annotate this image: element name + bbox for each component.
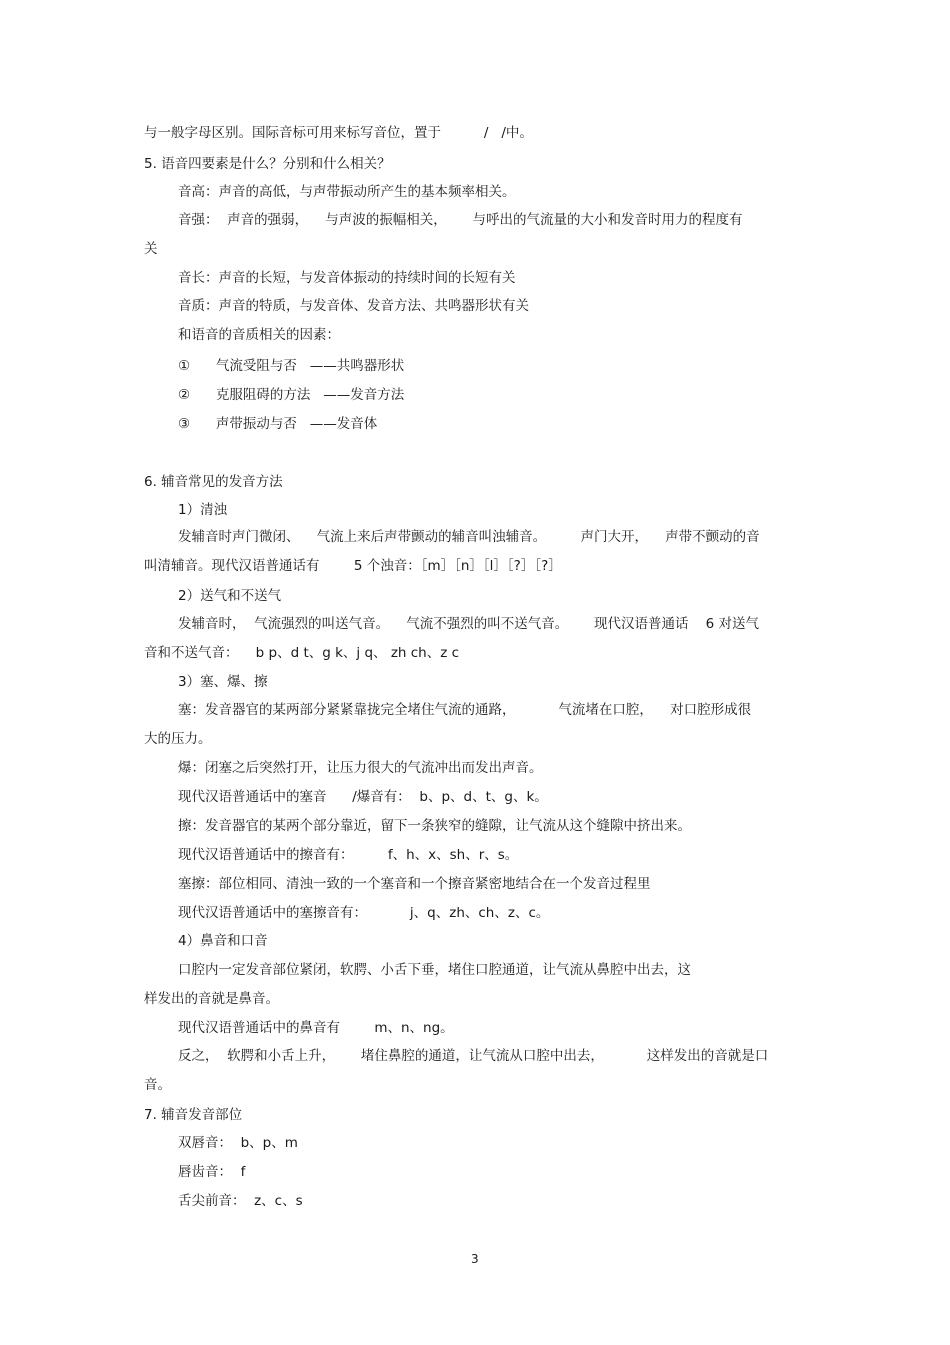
- text-line: 大的压力。: [144, 731, 212, 747]
- text-line: 音强： 声音的强弱， 与声波的振幅相关， 与呼出的气流量的大小和发音时用力的程度有: [178, 212, 743, 228]
- section-heading-5: 5. 语音四要素是什么？分别和什么相关？: [144, 156, 391, 172]
- text-line: 和语音的音质相关的因素：: [178, 327, 340, 343]
- text-line: 与一般字母区别。国际音标可用来标写音位，置于 / /中。: [144, 125, 533, 141]
- text-line: 现代汉语普通话中的擦音有： f、h、x、sh、r、s。: [178, 847, 519, 863]
- text-line: 唇齿音： f: [178, 1164, 246, 1180]
- list-item: ① 气流受阻与否 ——共鸣器形状: [178, 358, 405, 374]
- text-line: 双唇音： b、p、m: [178, 1135, 298, 1151]
- text-line: 样发出的音就是鼻音。: [144, 991, 279, 1007]
- text-line: 现代汉语普通话中的塞音 /爆音有： b、p、d、t、g、k。: [178, 789, 548, 805]
- text-line: 反之， 软腭和小舌上升， 堵住鼻腔的通道，让气流从口腔中出去， 这样发出的音就是口: [178, 1048, 769, 1064]
- section-heading-7: 7. 辅音发音部位: [144, 1107, 243, 1123]
- text-line: 音和不送气音： b p、d t、g k、j q、 zh ch、z c: [144, 645, 460, 661]
- page-number: 3: [471, 1252, 479, 1266]
- text-line: 现代汉语普通话中的鼻音有 m、n、ng。: [178, 1020, 454, 1036]
- subheading: 1）清浊: [178, 502, 228, 518]
- text-line: 现代汉语普通话中的塞擦音有： j、q、zh、ch、z、c。: [178, 905, 550, 921]
- text-line: 发辅音时， 气流强烈的叫送气音。 气流不强烈的叫不送气音。 现代汉语普通话 6 对送气: [178, 616, 760, 632]
- text-line: 音高：声音的高低，与声带振动所产生的基本频率相关。: [178, 184, 516, 200]
- text-line: 口腔内一定发音部位紧闭，软腭、小舌下垂，堵住口腔通道，让气流从鼻腔中出去，这: [178, 962, 691, 978]
- text-line: 发辅音时声门微闭、 气流上来后声带颤动的辅音叫浊辅音。 声门大开， 声带不颤动的音: [178, 529, 760, 545]
- text-line: 叫清辅音。现代汉语普通话有 5 个浊音：［m］［n］［l］［?］［?］: [144, 558, 562, 574]
- subheading: 4）鼻音和口音: [178, 933, 268, 949]
- text-line: 塞擦：部位相同、清浊一致的一个塞音和一个擦音紧密地结合在一个发音过程里: [178, 876, 651, 892]
- text-line: 关: [144, 241, 158, 257]
- list-item: ③ 声带振动与否 ——发音体: [178, 416, 378, 432]
- text-line: 音长：声音的长短，与发音体振动的持续时间的长短有关: [178, 270, 516, 286]
- text-line: 音质：声音的特质，与发音体、发音方法、共鸣器形状有关: [178, 298, 529, 314]
- subheading: 2）送气和不送气: [178, 588, 282, 604]
- text-line: 爆：闭塞之后突然打开，让压力很大的气流冲出而发出声音。: [178, 760, 543, 776]
- text-line: 塞：发音器官的某两部分紧紧靠拢完全堵住气流的通路， 气流堵在口腔， 对口腔形成很: [178, 702, 752, 718]
- section-heading-6: 6. 辅音常见的发音方法: [144, 474, 283, 490]
- text-line: 擦：发音器官的某两个部分靠近，留下一条狭窄的缝隙，让气流从这个缝隙中挤出来。: [178, 818, 691, 834]
- text-line: 舌尖前音： z、c、s: [178, 1193, 303, 1209]
- text-line: 音。: [144, 1077, 171, 1093]
- list-item: ② 克服阻碍的方法 ——发音方法: [178, 387, 405, 403]
- subheading: 3）塞、爆、擦: [178, 674, 268, 690]
